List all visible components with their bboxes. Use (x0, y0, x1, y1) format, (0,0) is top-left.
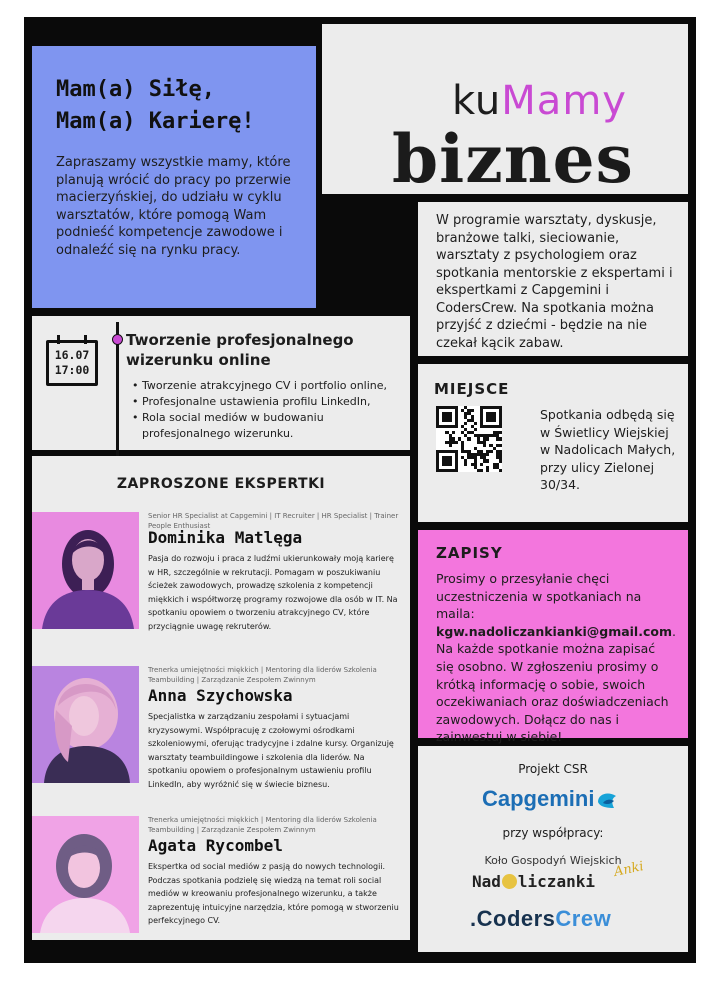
program-panel (418, 202, 688, 356)
place-text: Spotkania odbędą się w Świetlicy Wiejskiej w Nadolicach Małych, przy ulicy Zielonej 30/34. (540, 407, 676, 492)
experts-panel (32, 456, 410, 940)
expert-name: Anna Szychowska (148, 686, 293, 705)
sunflower-icon (502, 874, 517, 889)
brand-mamy: Mamy (501, 78, 627, 124)
brand-biznes: biznes (392, 120, 634, 198)
qr-code[interactable] (436, 406, 502, 472)
intro-text: Zapraszamy wszystkie mamy, które planują wrócić do pracy po przerwie macierzyńskiej, do udziału w cyklu warsztatów, które pomogą Wam podnieść kompetencje zawodowe i odnaleźć się na rynku pracy. (56, 155, 291, 258)
place-heading: MIEJSCE (434, 380, 510, 398)
experts-heading: ZAPROSZONE EKSPERTKI (116, 476, 326, 492)
place-panel (418, 364, 688, 522)
calendar-icon (46, 340, 98, 386)
anki-script: Anki (612, 859, 646, 880)
csr-label: Projekt CSR (518, 762, 588, 776)
headline (56, 74, 294, 138)
workshop-panel (32, 316, 410, 450)
workshop-title: Tworzenie profesjonalnego wizerunku online (126, 331, 354, 369)
capgemini-logo: Capgemini (482, 786, 595, 811)
expert-role: Senior HR Specialist at Capgemini | IT Recruiter | HR Specialist | Trainer People Enthusiast (148, 512, 399, 530)
expert-bio: Specjalistka w zarządzaniu zespołami i sytuacjami kryzysowymi. Współpracuję z czołowymi ośrodkami szkoleniowymi, oferując tradycyjne i zdalne kursy. Organizuję warsztaty teambuildingowe i szkolenia dla liderów. Na spotkaniu opowiem o profesjonalnym ustawieniu profilu LinkedIn, aby wyróżnić się w świecie biznesu. (148, 712, 394, 789)
crew-part: Crew (555, 906, 612, 931)
kgw-label: Koło Gospodyń Wiejskich (484, 854, 622, 867)
signup-text (436, 570, 674, 746)
brand-kumamy (452, 78, 627, 124)
calendar-ring (57, 335, 60, 344)
workshop-date: 16.07 (54, 348, 90, 362)
expert-photo (32, 666, 139, 783)
signup-heading: ZAPISY (436, 544, 503, 562)
nadoliczanki-part-1: Nad (472, 872, 501, 891)
workshop-topic: • Profesjonalne ustawienia profilu LinkedIn, (132, 394, 410, 410)
capgemini-spade-icon (594, 790, 620, 812)
expert-photo (32, 512, 139, 629)
nadoliczanki-logo (472, 872, 595, 891)
workshop-topic: • Rola social mediów w budowaniu profesjonalnego wizerunku. (132, 410, 410, 442)
signup-email-link[interactable]: kgw.nadoliczankianki@gmail.com (436, 623, 672, 639)
workshop-time: 17:00 (54, 363, 90, 377)
headline-line-2: Mam(a) Karierę! (56, 109, 255, 134)
expert-name: Agata Rycombel (148, 836, 283, 855)
workshop-topics (132, 378, 410, 442)
program-text: W programie warsztaty, dyskusje, branżowe talki, sieciowanie, warsztaty z psychologiem oraz spotkania mentorskie z ekspertami i ekspertkami z Capgemini i CodersCrew. Na spotkania można przyjść z dziećmi - będzie na nie czekał kącik zabaw. (436, 213, 673, 351)
brand-ku: ku (452, 78, 502, 124)
nadoliczanki-part-2: liczanki (517, 872, 595, 891)
expert-photo (32, 816, 139, 933)
coders-part: .Coders (470, 906, 556, 931)
cooperation-label: przy współpracy: (502, 826, 604, 840)
signup-panel (418, 530, 688, 745)
calendar-ring (84, 335, 87, 344)
signup-text-intro: Prosimy o przesyłanie chęci uczestniczenia w spotkaniach na maila: (436, 571, 642, 622)
expert-name: Dominika Matlęga (148, 528, 303, 547)
intro-panel (32, 46, 316, 308)
workshop-topic: • Tworzenie atrakcyjnego CV i portfolio online, (132, 378, 410, 394)
expert-role: Trenerka umiejętności miękkich | Mentoring dla liderów Szkolenia Teambuilding | Zarządzanie Zespołem Zwinnym (148, 816, 377, 834)
expert-bio: Pasja do rozwoju i praca z ludźmi ukierunkowały moją karierę w HR, szczególnie w rekrutacji. Pomagam w poszukiwaniu ścieżek zawodowych, prowadzę szkolenia z kompetencji miękkich i współtworzę programy rozwojowe dla osób w IT. Na spotkaniu opowiem o tworzeniu atrakcyjnego CV, które przyciągnie uwagę rekruterów. (148, 554, 398, 631)
expert-role: Trenerka umiejętności miękkich | Mentoring dla liderów Szkolenia Teambuilding | Zarządzanie Zespołem Zwinnym (148, 666, 377, 684)
signup-text-details: . Na każde spotkanie można zapisać się osobno. W zgłoszeniu prosimy o krótką informację o sobie, swoich oczekiwaniach oraz doświadczeniach zawodowych. Dołącz do nas i zainwestuj w siebie! (436, 623, 676, 745)
expert-bio: Ekspertka od social mediów z pasją do nowych technologii. Podczas spotkania podzielę się wiedzą na temat roli social mediów w kreowaniu profesjonalnego wizerunku, a także zaprezentuję intuicyjne narzędzia, które pomogą w stworzeniu perfekcyjnego CV. (148, 862, 399, 926)
coderscrew-logo (470, 906, 611, 932)
partners-panel (418, 746, 688, 952)
brand-panel (322, 24, 688, 198)
timeline-dot (112, 334, 123, 345)
headline-line-1: Mam(a) Siłę, (56, 77, 215, 102)
